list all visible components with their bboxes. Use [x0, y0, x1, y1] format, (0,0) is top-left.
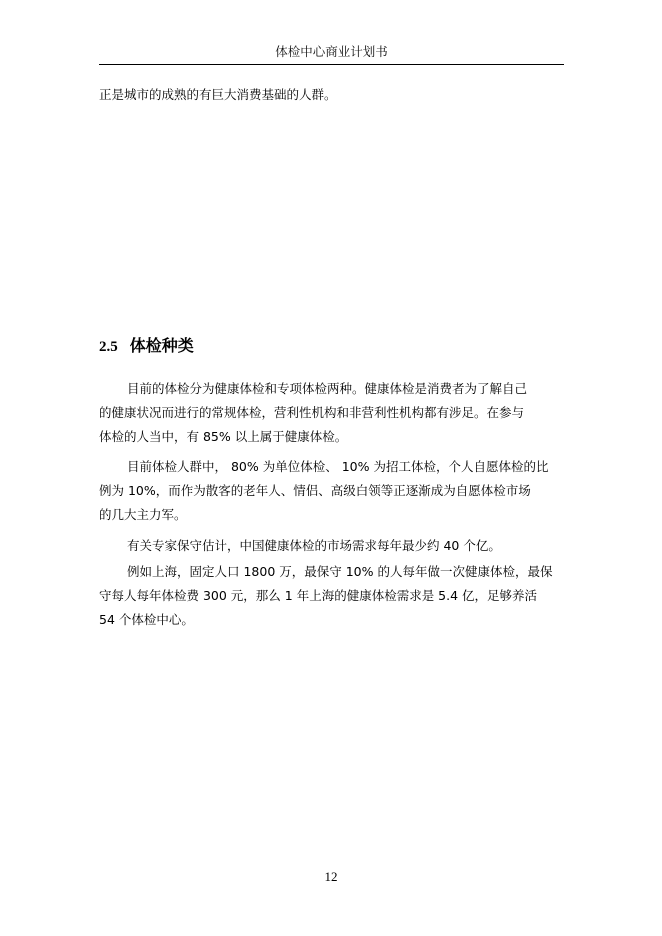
- running-header: 体检中心商业计划书: [275, 44, 388, 59]
- paragraph-line: 的健康状况而进行的常规体检，营利性机构和非营利性机构都有涉足。在参与: [99, 405, 525, 420]
- continuation-paragraph: [99, 83, 569, 107]
- section-title: 体检种类: [129, 336, 194, 355]
- page-number: 12: [324, 869, 338, 884]
- section-paragraph: [99, 455, 569, 527]
- paragraph-line: 目前体检人群中， 80% 为单位体检、 10% 为招工体检，个人自愿体检的比: [127, 459, 549, 474]
- paragraph-line: 例为 10%，而作为散客的老年人、情侣、高级白领等正逐渐成为自愿体检市场: [99, 483, 531, 498]
- paragraph-line: 的几大主力军。: [99, 507, 187, 522]
- section-heading: [99, 334, 194, 359]
- paragraph-line: 体检的人当中，有 85% 以上属于健康体检。: [99, 429, 348, 444]
- paragraph-line: 例如上海，固定人口 1800 万，最保守 10% 的人每年做一次健康体检，最保: [127, 564, 553, 579]
- paragraph-line: 正是城市的成熟的有巨大消费基础的人群。: [99, 87, 337, 102]
- header-rule: [99, 64, 564, 65]
- paragraph-line: 守每人每年体检费 300 元，那么 1 年上海的健康体检需求是 5.4 亿，足够养活: [99, 588, 538, 603]
- section-number: 2.5: [99, 339, 118, 355]
- paragraph-line: 有关专家保守估计，中国健康体检的市场需求每年最少约 40 个亿。: [127, 538, 501, 553]
- section-paragraph: [99, 560, 569, 632]
- paragraph-line: 54 个体检中心。: [99, 612, 194, 627]
- paragraph-line: 目前的体检分为健康体检和专项体检两种。健康体检是消费者为了解自己: [127, 381, 528, 396]
- section-paragraph: [99, 377, 569, 449]
- section-paragraph: [99, 534, 569, 558]
